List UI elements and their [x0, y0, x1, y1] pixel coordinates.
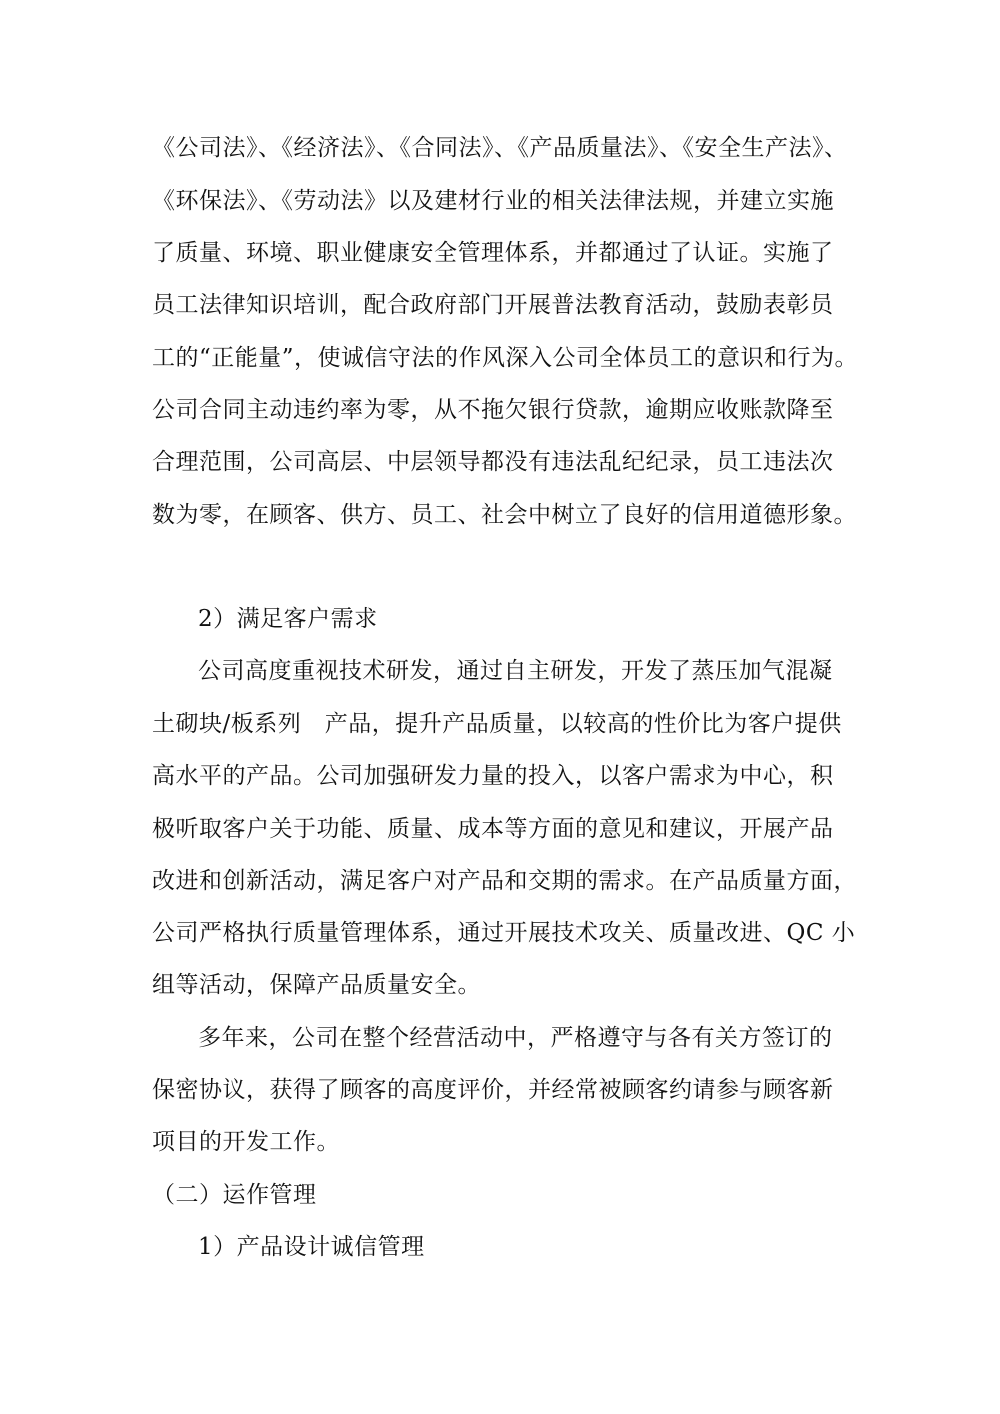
- paragraph-2-line-4: 极听取客户关于功能、质量、成本等方面的意见和建议，开展产品: [152, 816, 834, 842]
- paragraph-2-line-7: 组等活动，保障产品质量安全。: [152, 972, 481, 998]
- heading-meet-customer-needs: 2）满足客户需求: [198, 606, 378, 632]
- paragraph-2-line-3: 高水平的产品。公司加强研发力量的投入，以客户需求为中心，积: [152, 763, 834, 789]
- paragraph-1-line-1: 《公司法》、《经济法》、《合同法》、《产品质量法》、《安全生产法》、: [152, 135, 848, 161]
- subheading-product-design-integrity: 1）产品设计诚信管理: [198, 1234, 425, 1260]
- paragraph-1-line-2: 《环保法》、《劳动法》以及建材行业的相关法律法规，并建立实施: [152, 188, 834, 214]
- paragraph-3-line-1: 多年来，公司在整个经营活动中，严格遵守与各有关方签订的: [198, 1025, 833, 1051]
- paragraph-3-line-2: 保密协议，获得了顾客的高度评价，并经常被顾客约请参与顾客新: [152, 1077, 834, 1103]
- paragraph-2-line-1: 公司高度重视技术研发，通过自主研发，开发了蒸压加气混凝: [198, 658, 833, 684]
- paragraph-2-line-5: 改进和创新活动，满足客户对产品和交期的需求。在产品质量方面，: [152, 868, 857, 894]
- paragraph-2-line-2: 土砌块/板系列 产品，提升产品质量，以较高的性价比为客户提供: [152, 711, 842, 737]
- paragraph-1-line-5: 工的“正能量”，使诚信守法的作风深入公司全体员工的意识和行为。: [152, 345, 859, 371]
- paragraph-1-line-7: 合理范围，公司高层、中层领导都没有违法乱纪纪录，员工违法次: [152, 449, 834, 475]
- section-heading-operations-management: （二）运作管理: [152, 1182, 317, 1208]
- paragraph-3-line-3: 项目的开发工作。: [152, 1129, 340, 1155]
- paragraph-1-line-6: 公司合同主动违约率为零，从不拖欠银行贷款，逾期应收账款降至: [152, 397, 834, 423]
- paragraph-1-line-3: 了质量、环境、职业健康安全管理体系，并都通过了认证。实施了: [152, 240, 834, 266]
- paragraph-1-line-4: 员工法律知识培训，配合政府部门开展普法教育活动，鼓励表彰员: [152, 292, 834, 318]
- paragraph-2-line-6: 公司严格执行质量管理体系，通过开展技术攻关、质量改进、QC 小: [152, 920, 856, 946]
- paragraph-1-line-8: 数为零，在顾客、供方、员工、社会中树立了良好的信用道德形象。: [152, 502, 857, 528]
